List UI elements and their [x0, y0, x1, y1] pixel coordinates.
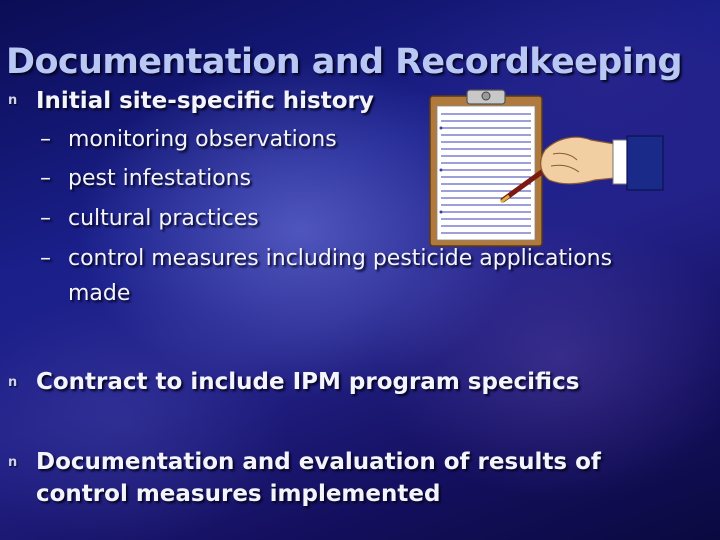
clipboard-with-hand-writing-icon: [425, 88, 665, 248]
subbullet-text: monitoring observations: [68, 127, 337, 152]
subbullet-text: cultural practices: [68, 206, 259, 231]
subbullet-pest-infestations: [40, 164, 251, 194]
bullet-marker: n: [8, 93, 18, 108]
subbullet-dash: –: [40, 127, 51, 152]
bullet-contract-ipm: Contract to include IPM program specifics: [36, 369, 580, 395]
subbullet-control-measures: [40, 244, 612, 274]
bullet-marker: n: [8, 375, 18, 390]
subbullet-monitoring: [40, 125, 337, 155]
bullet-documentation-evaluation-cont: control measures implemented: [36, 481, 441, 507]
subbullet-text: pest infestations: [68, 166, 252, 191]
subbullet-dash: –: [40, 166, 51, 191]
subbullet-text: control measures including pesticide applications: [68, 246, 613, 271]
bullet-marker: n: [8, 455, 18, 470]
subbullet-dash: –: [40, 246, 51, 271]
bullet-documentation-evaluation: Documentation and evaluation of results of: [36, 449, 601, 475]
slide-title: Documentation and Recordkeeping: [6, 42, 682, 82]
subbullet-control-measures-cont: made: [68, 281, 131, 306]
subbullet-cultural-practices: [40, 204, 259, 234]
bullet-initial-site-history: Initial site-specific history: [36, 88, 374, 114]
subbullet-dash: –: [40, 206, 51, 231]
